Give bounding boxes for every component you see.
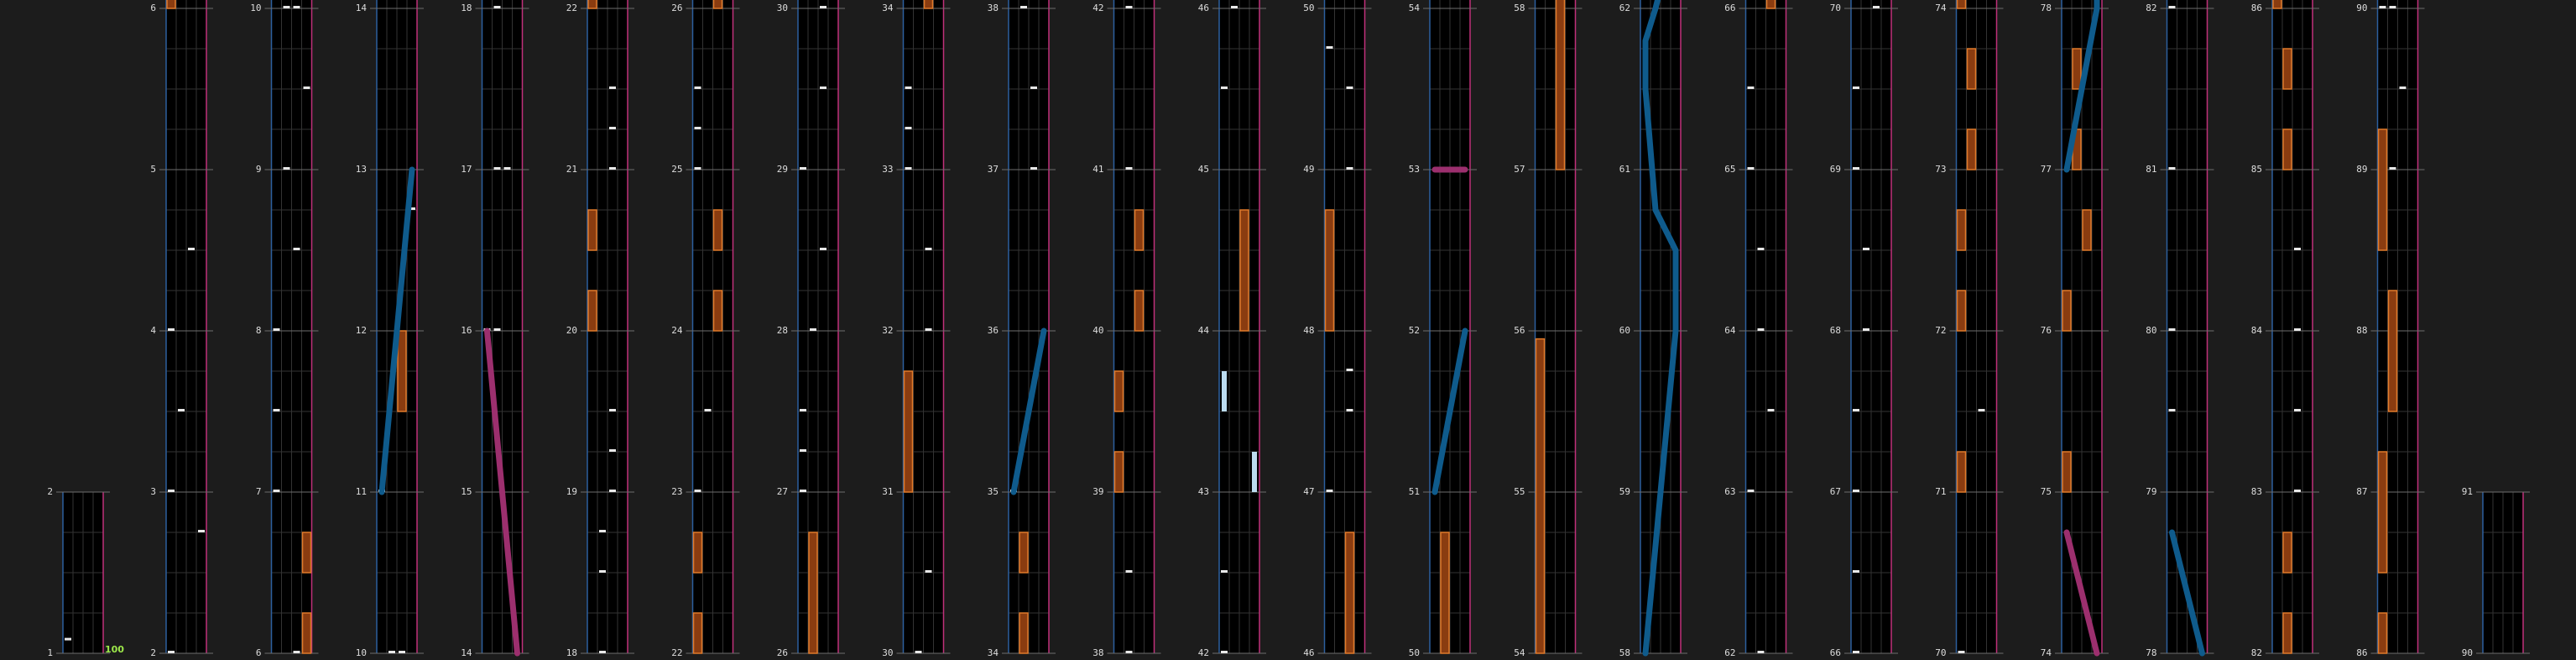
measure-number: 58	[1514, 3, 1525, 13]
measure-number: 50	[1303, 3, 1315, 13]
tap-note	[599, 651, 606, 653]
measure-number: 22	[566, 3, 577, 13]
chart-column	[1198, 0, 1266, 658]
tap-note	[399, 651, 405, 653]
measure-number: 49	[1303, 164, 1315, 175]
tap-note	[2294, 328, 2301, 331]
hold-note	[694, 532, 702, 573]
tap-note	[274, 490, 280, 492]
tap-note	[388, 651, 395, 653]
tap-note	[168, 328, 175, 331]
measure-number: 62	[1724, 647, 1736, 658]
measure-number: 58	[1619, 647, 1630, 658]
tap-note	[1327, 490, 1333, 492]
tap-note	[2169, 328, 2176, 331]
tap-note	[599, 530, 606, 532]
tap-note	[1853, 86, 1859, 89]
chart-column	[1303, 0, 1371, 658]
tap-note	[695, 490, 701, 492]
measure-number: 42	[1197, 647, 1209, 658]
measure-number: 71	[1935, 486, 1947, 497]
tap-note	[905, 86, 912, 89]
tap-note	[1863, 328, 1869, 331]
tap-note	[1758, 651, 1765, 653]
chart-column	[2462, 486, 2530, 658]
tap-note	[1030, 167, 1037, 170]
measure-number: 34	[987, 647, 999, 658]
hold-note	[1536, 339, 1545, 653]
tap-note	[2169, 409, 2176, 411]
tap-note	[1768, 409, 1775, 411]
measure-number: 74	[1935, 3, 1947, 13]
measure-number: 48	[1303, 325, 1315, 336]
tap-note	[188, 248, 195, 250]
hold-note	[2389, 291, 2397, 411]
tap-note	[609, 409, 616, 411]
tap-note	[1327, 46, 1333, 49]
tap-note	[504, 167, 511, 170]
tap-note	[304, 86, 310, 89]
hold-note	[588, 291, 597, 331]
tap-note	[1958, 651, 1965, 653]
hold-note	[1968, 129, 1976, 170]
hold-note	[1019, 613, 1028, 653]
measure-number: 39	[1092, 486, 1104, 497]
tap-note	[2294, 409, 2301, 411]
hold-note	[2379, 129, 2387, 250]
measure-number: 82	[2250, 647, 2262, 658]
tap-note	[609, 449, 616, 452]
hold-note	[588, 210, 597, 250]
chart-column	[47, 486, 110, 658]
measure-number: 12	[355, 325, 367, 336]
tap-note	[494, 328, 501, 331]
tap-note	[820, 86, 827, 89]
tap-note	[926, 570, 932, 573]
tap-note	[1221, 86, 1228, 89]
hold-note	[1135, 291, 1144, 331]
tap-note	[800, 490, 806, 492]
tap-note	[609, 86, 616, 89]
measure-number: 46	[1197, 3, 1209, 13]
mine-hold-note	[1222, 371, 1227, 411]
measure-number: 38	[1092, 647, 1104, 658]
tap-note	[2294, 490, 2301, 492]
tap-note	[599, 570, 606, 573]
measure-number: 79	[2146, 486, 2157, 497]
tap-note	[1853, 409, 1859, 411]
tap-note	[1347, 167, 1353, 170]
combo-counter: 100	[105, 644, 124, 655]
measure-number: 34	[882, 3, 894, 13]
measure-number: 65	[1724, 164, 1736, 175]
measure-number: 6	[150, 3, 156, 13]
hold-note	[1240, 210, 1249, 331]
measure-number: 30	[882, 647, 894, 658]
measure-number: 10	[355, 647, 367, 658]
measure-number: 26	[776, 647, 788, 658]
hold-note	[714, 0, 722, 8]
measure-number: 70	[1935, 647, 1947, 658]
measure-number: 2	[47, 486, 53, 497]
measure-number: 50	[1408, 647, 1420, 658]
hold-note	[1135, 210, 1144, 250]
chart-column	[882, 0, 950, 658]
hold-note	[2283, 532, 2292, 573]
hold-note	[2283, 49, 2292, 89]
tap-note	[695, 86, 701, 89]
measure-number: 81	[2146, 164, 2157, 175]
measure-number: 90	[2356, 3, 2368, 13]
hold-note	[925, 0, 933, 8]
measure-number: 45	[1197, 164, 1209, 175]
tap-note	[1126, 6, 1133, 8]
mine-hold-note	[1252, 452, 1257, 492]
measure-number: 47	[1303, 486, 1315, 497]
measure-number: 4	[150, 325, 156, 336]
tap-note	[1126, 651, 1133, 653]
hold-note	[303, 532, 311, 573]
measure-number: 89	[2356, 164, 2368, 175]
tap-note	[274, 409, 280, 411]
tap-note	[1221, 570, 1228, 573]
hold-note	[1958, 210, 1966, 250]
tap-note	[1748, 490, 1755, 492]
tap-note	[820, 6, 827, 8]
measure-number: 37	[987, 164, 999, 175]
hold-note	[398, 331, 406, 411]
tap-note	[800, 409, 806, 411]
measure-number: 75	[2040, 486, 2052, 497]
measure-number: 27	[776, 486, 788, 497]
tap-note	[905, 127, 912, 129]
measure-number: 66	[1724, 3, 1736, 13]
measure-number: 16	[461, 325, 472, 336]
tap-note	[1126, 167, 1133, 170]
measure-number: 15	[461, 486, 472, 497]
measure-number: 73	[1935, 164, 1947, 175]
chart-column	[356, 0, 424, 658]
hold-note	[1767, 0, 1776, 8]
hold-note	[2379, 452, 2387, 573]
measure-number: 67	[1829, 486, 1841, 497]
measure-number: 86	[2356, 647, 2368, 658]
measure-number: 14	[355, 3, 367, 13]
tap-note	[1347, 409, 1353, 411]
tap-note	[1758, 248, 1765, 250]
measure-number: 53	[1408, 164, 1420, 175]
tap-note	[2169, 6, 2176, 8]
tap-note	[820, 248, 827, 250]
measure-number: 20	[566, 325, 577, 336]
tap-note	[198, 530, 205, 532]
measure-number: 82	[2146, 3, 2157, 13]
tap-note	[1030, 86, 1037, 89]
tap-note	[494, 6, 501, 8]
measure-number: 30	[776, 3, 788, 13]
measure-number: 77	[2040, 164, 2052, 175]
tap-note	[609, 490, 616, 492]
measure-number: 80	[2146, 325, 2157, 336]
measure-number: 63	[1724, 486, 1736, 497]
measure-number: 61	[1619, 164, 1630, 175]
tap-note	[178, 409, 185, 411]
tap-note	[294, 6, 300, 8]
measure-number: 36	[987, 325, 999, 336]
hold-note	[2379, 613, 2387, 653]
tap-note	[168, 490, 175, 492]
tap-note	[1020, 6, 1027, 8]
hold-note	[1115, 452, 1124, 492]
hold-note	[1019, 532, 1028, 573]
measure-number: 76	[2040, 325, 2052, 336]
tap-note	[926, 328, 932, 331]
measure-number: 18	[566, 647, 577, 658]
measure-number: 64	[1724, 325, 1736, 336]
chart-column	[1092, 0, 1160, 658]
hold-note	[809, 532, 817, 653]
measure-number: 19	[566, 486, 577, 497]
measure-number: 46	[1303, 647, 1315, 658]
measure-number: 22	[671, 647, 683, 658]
hold-note	[1958, 452, 1966, 492]
measure-number: 78	[2040, 3, 2052, 13]
tap-note	[2390, 167, 2396, 170]
tap-note	[284, 6, 290, 8]
measure-number: 14	[461, 647, 472, 658]
measure-number: 60	[1619, 325, 1630, 336]
tap-note	[705, 409, 712, 411]
measure-number: 66	[1829, 647, 1841, 658]
measure-number: 11	[355, 486, 367, 497]
tap-note	[1979, 409, 1985, 411]
measure-number: 33	[882, 164, 894, 175]
measure-number: 31	[882, 486, 894, 497]
tap-note	[695, 167, 701, 170]
chart-column	[150, 0, 213, 658]
measure-number: 43	[1197, 486, 1209, 497]
measure-number: 1	[47, 647, 53, 658]
chart-column	[1935, 0, 2003, 658]
tap-note	[65, 638, 71, 641]
measure-number: 86	[2250, 3, 2262, 13]
measure-number: 26	[671, 3, 683, 13]
tap-note	[1853, 490, 1859, 492]
tap-note	[1221, 651, 1228, 653]
hold-note	[2062, 452, 2071, 492]
hold-note	[714, 210, 722, 250]
measure-number: 18	[461, 3, 472, 13]
measure-number: 62	[1619, 3, 1630, 13]
measure-number: 88	[2356, 325, 2368, 336]
hold-note	[694, 613, 702, 653]
hold-note	[1968, 49, 1976, 89]
measure-number: 78	[2146, 647, 2157, 658]
hold-note	[905, 371, 913, 492]
measure-number: 10	[250, 3, 262, 13]
measure-number: 85	[2250, 164, 2262, 175]
measure-number: 8	[255, 325, 262, 336]
tap-note	[695, 127, 701, 129]
tap-note	[1758, 328, 1765, 331]
tap-note	[1873, 6, 1880, 8]
tap-note	[494, 167, 501, 170]
tap-note	[800, 167, 806, 170]
tap-note	[274, 328, 280, 331]
measure-number: 23	[671, 486, 683, 497]
hold-note	[1346, 532, 1354, 653]
measure-number: 13	[355, 164, 367, 175]
measure-number: 28	[776, 325, 788, 336]
tap-note	[1853, 167, 1859, 170]
hold-note	[1115, 371, 1124, 411]
tap-note	[2169, 167, 2176, 170]
measure-number: 83	[2250, 486, 2262, 497]
tap-note	[284, 167, 290, 170]
hold-note	[588, 0, 597, 8]
tap-note	[294, 651, 300, 653]
tap-note	[1347, 86, 1353, 89]
tap-note	[1231, 6, 1238, 8]
measure-number: 91	[2461, 486, 2473, 497]
tap-note	[1748, 86, 1755, 89]
measure-number: 69	[1829, 164, 1841, 175]
measure-number: 44	[1197, 325, 1209, 336]
hold-note	[2083, 210, 2091, 250]
measure-number: 52	[1408, 325, 1420, 336]
measure-number: 29	[776, 164, 788, 175]
measure-number: 57	[1514, 164, 1525, 175]
tap-note	[1347, 369, 1353, 371]
measure-number: 25	[671, 164, 683, 175]
measure-number: 84	[2250, 325, 2262, 336]
tap-note	[915, 651, 922, 653]
measure-number: 56	[1514, 325, 1525, 336]
tap-note	[2390, 6, 2396, 8]
hold-note	[2062, 291, 2071, 331]
chart-column	[671, 0, 739, 658]
measure-number: 54	[1514, 647, 1525, 658]
measure-number: 72	[1935, 325, 1947, 336]
chart-column	[566, 0, 634, 658]
chart-layer	[47, 0, 2530, 658]
hold-note	[2073, 49, 2081, 89]
hold-note	[1441, 532, 1449, 653]
tap-note	[926, 248, 932, 250]
tap-note	[810, 328, 816, 331]
measure-number: 74	[2040, 647, 2052, 658]
tap-note	[1853, 570, 1859, 573]
measure-number: 21	[566, 164, 577, 175]
measure-number: 55	[1514, 486, 1525, 497]
tap-note	[1853, 651, 1859, 653]
measure-number: 38	[987, 3, 999, 13]
hold-note	[2283, 613, 2292, 653]
tap-note	[1748, 167, 1755, 170]
tap-note	[2400, 86, 2407, 89]
hold-note	[2283, 129, 2292, 170]
tap-note	[1863, 248, 1869, 250]
tap-note	[800, 449, 806, 452]
measure-number: 51	[1408, 486, 1420, 497]
chart-column	[1514, 0, 1582, 658]
tap-note	[168, 651, 175, 653]
tap-note	[905, 167, 912, 170]
measure-number: 7	[255, 486, 262, 497]
measure-number: 54	[1408, 3, 1420, 13]
measure-number: 90	[2461, 647, 2473, 658]
measure-number: 42	[1092, 3, 1104, 13]
tap-note	[609, 127, 616, 129]
measure-number: 5	[150, 164, 156, 175]
tap-note	[2380, 6, 2386, 8]
hold-note	[1958, 291, 1966, 331]
hold-note	[714, 291, 722, 331]
measure-number: 87	[2356, 486, 2368, 497]
measure-number: 2	[150, 647, 156, 658]
measure-number: 24	[671, 325, 683, 336]
tap-note	[2294, 248, 2301, 250]
hold-note	[2273, 0, 2281, 8]
tap-note	[294, 248, 300, 250]
measure-number: 32	[882, 325, 894, 336]
hold-note	[303, 613, 311, 653]
tap-note	[609, 167, 616, 170]
hold-note	[1557, 0, 1565, 170]
tap-note	[1126, 570, 1133, 573]
measure-number: 70	[1829, 3, 1841, 13]
measure-number: 41	[1092, 164, 1104, 175]
measure-number: 59	[1619, 486, 1630, 497]
hold-note	[1326, 210, 1334, 331]
measure-number: 6	[255, 647, 262, 658]
measure-number: 40	[1092, 325, 1104, 336]
measure-number: 17	[461, 164, 472, 175]
hold-note	[167, 0, 175, 8]
measure-number: 68	[1829, 325, 1841, 336]
measure-number: 35	[987, 486, 999, 497]
measure-number: 3	[150, 486, 156, 497]
measure-number: 9	[255, 164, 262, 175]
hold-note	[1958, 0, 1966, 8]
